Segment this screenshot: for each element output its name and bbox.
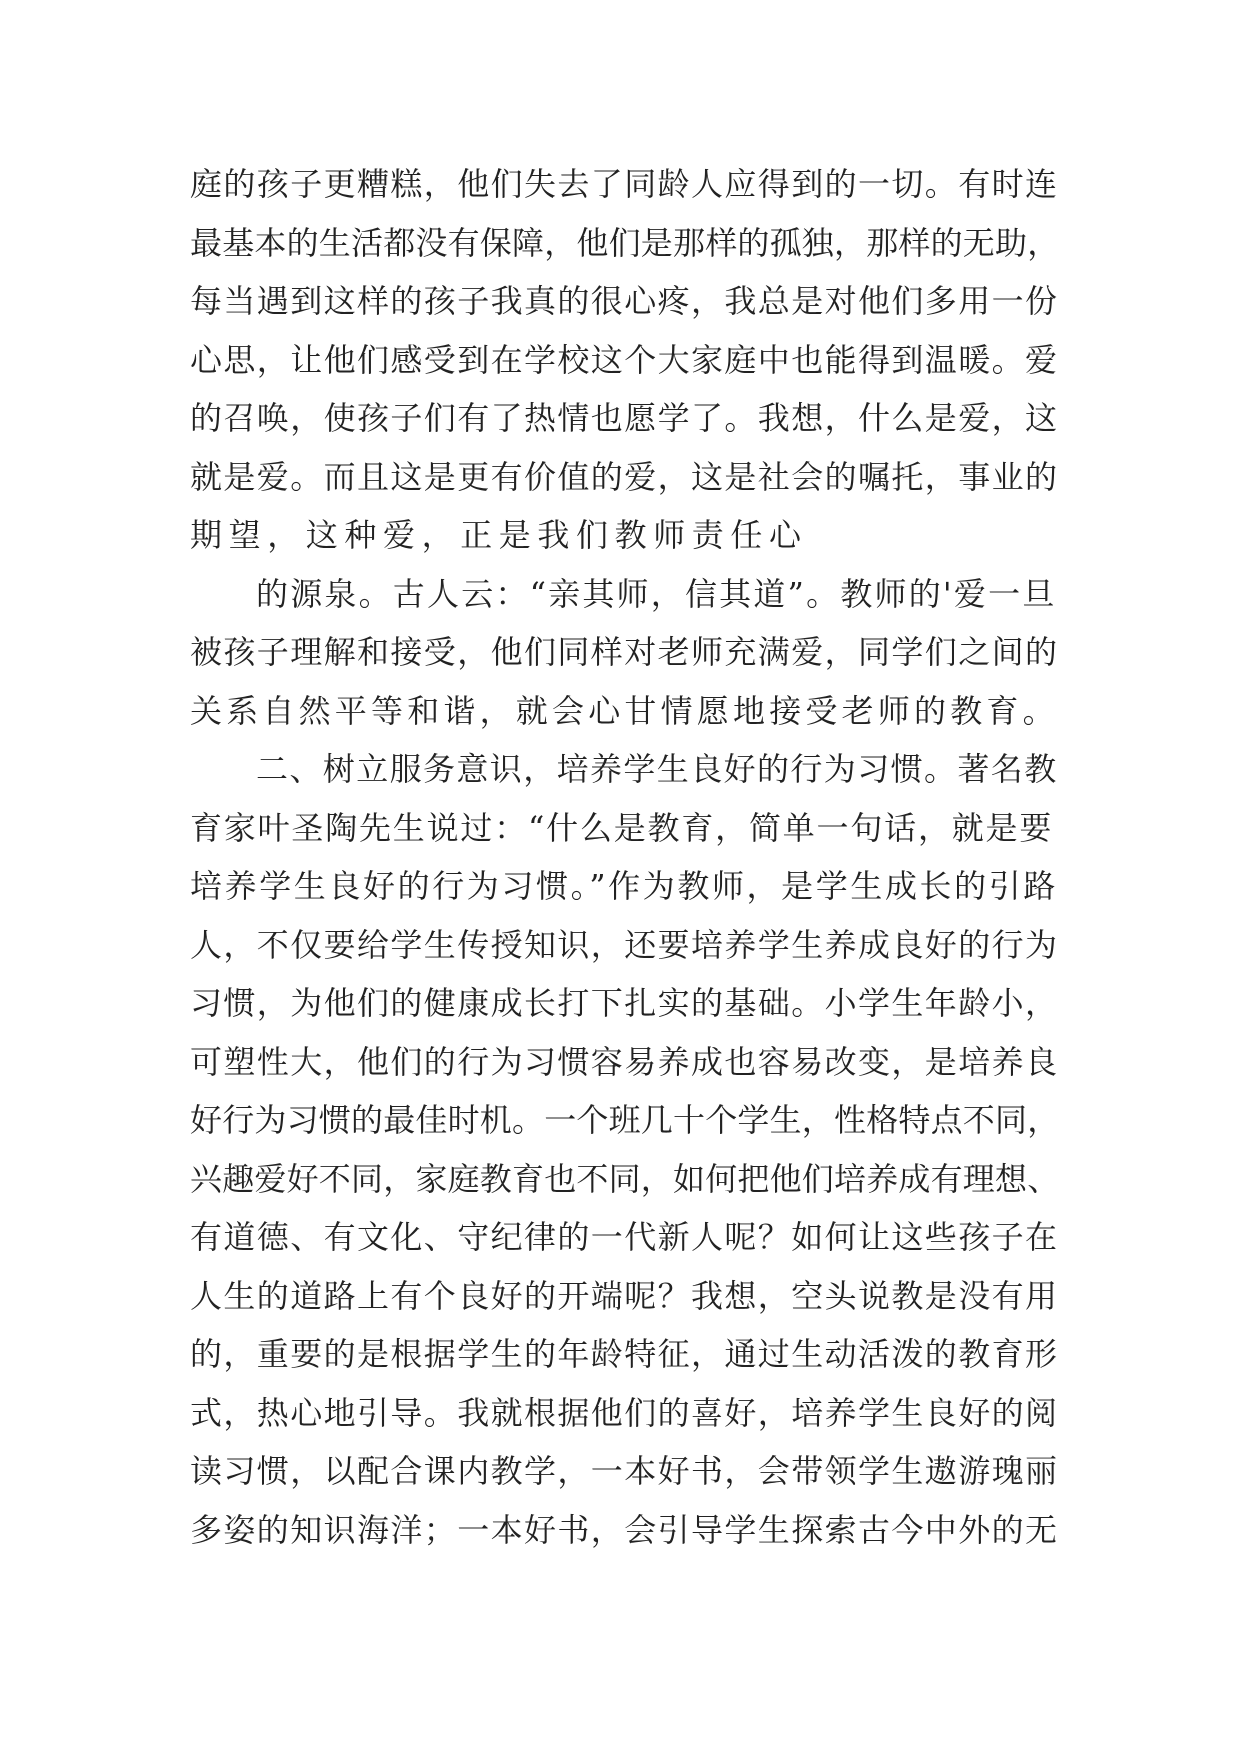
text-line: 庭的孩子更糟糕，他们失去了同龄人应得到的一切。有时连 [190,165,1059,203]
text-line: 的源泉。古人云：“亲其师，信其道”。教师的'爱一旦 [256,574,1057,613]
text-line: 有道德、有文化、守纪律的一代新人呢？如何让这些孩子在 [190,1218,1059,1256]
text-line: 期望，这种爱，正是我们教师责任心 [190,516,808,554]
body-text [190,155,1060,1559]
text-line: 心思，让他们感受到在学校这个大家庭中也能得到温暖。爱 [190,340,1059,379]
text-line: 读习惯，以配合课内教学，一本好书，会带领学生遨游瑰丽 [190,1452,1059,1490]
text-line: 最基本的生活都没有保障，他们是那样的孤独，那样的无助， [190,223,1060,262]
text-line: 人生的道路上有个良好的开端呢？我想，空头说教是没有用 [190,1276,1059,1315]
text-line: 就是爱。而且这是更有价值的爱，这是社会的嘱托，事业的 [190,457,1059,496]
text-line: 被孩子理解和接受，他们同样对老师充满爱，同学们之间的 [190,633,1059,671]
text-line: 式，热心地引导。我就根据他们的喜好，培养学生良好的阅 [190,1393,1059,1432]
text-line: 兴趣爱好不同，家庭教育也不同，如何把他们培养成有理想、 [190,1159,1060,1198]
text-line: 人，不仅要给学生传授知识，还要培养学生养成良好的行为 [190,925,1059,964]
text-line: 每当遇到这样的孩子我真的很心疼，我总是对他们多用一份 [190,282,1059,320]
text-line: 的召唤，使孩子们有了热情也愿学了。我想，什么是爱，这 [190,399,1059,437]
text-line: 关系自然平等和谐，就会心甘情愿地接受老师的教育。 [190,691,1059,730]
text-line: 可塑性大，他们的行为习惯容易养成也容易改变，是培养良 [190,1042,1059,1081]
text-line: 的，重要的是根据学生的年龄特征，通过生动活泼的教育形 [190,1335,1059,1373]
text-line: 培养学生良好的行为习惯。”作为教师，是学生成长的引路 [190,867,1058,905]
text-line: 二、树立服务意识，培养学生良好的行为习惯。著名教 [256,750,1058,788]
text-line: 多姿的知识海洋；一本好书，会引导学生探索古今中外的无 [190,1510,1059,1549]
text-line: 习惯，为他们的健康成长打下扎实的基础。小学生年龄小， [190,984,1059,1022]
text-line: 育家叶圣陶先生说过：“什么是教育，简单一句话，就是要 [190,808,1054,847]
text-line: 好行为习惯的最佳时机。一个班几十个学生，性格特点不同， [190,1101,1060,1139]
